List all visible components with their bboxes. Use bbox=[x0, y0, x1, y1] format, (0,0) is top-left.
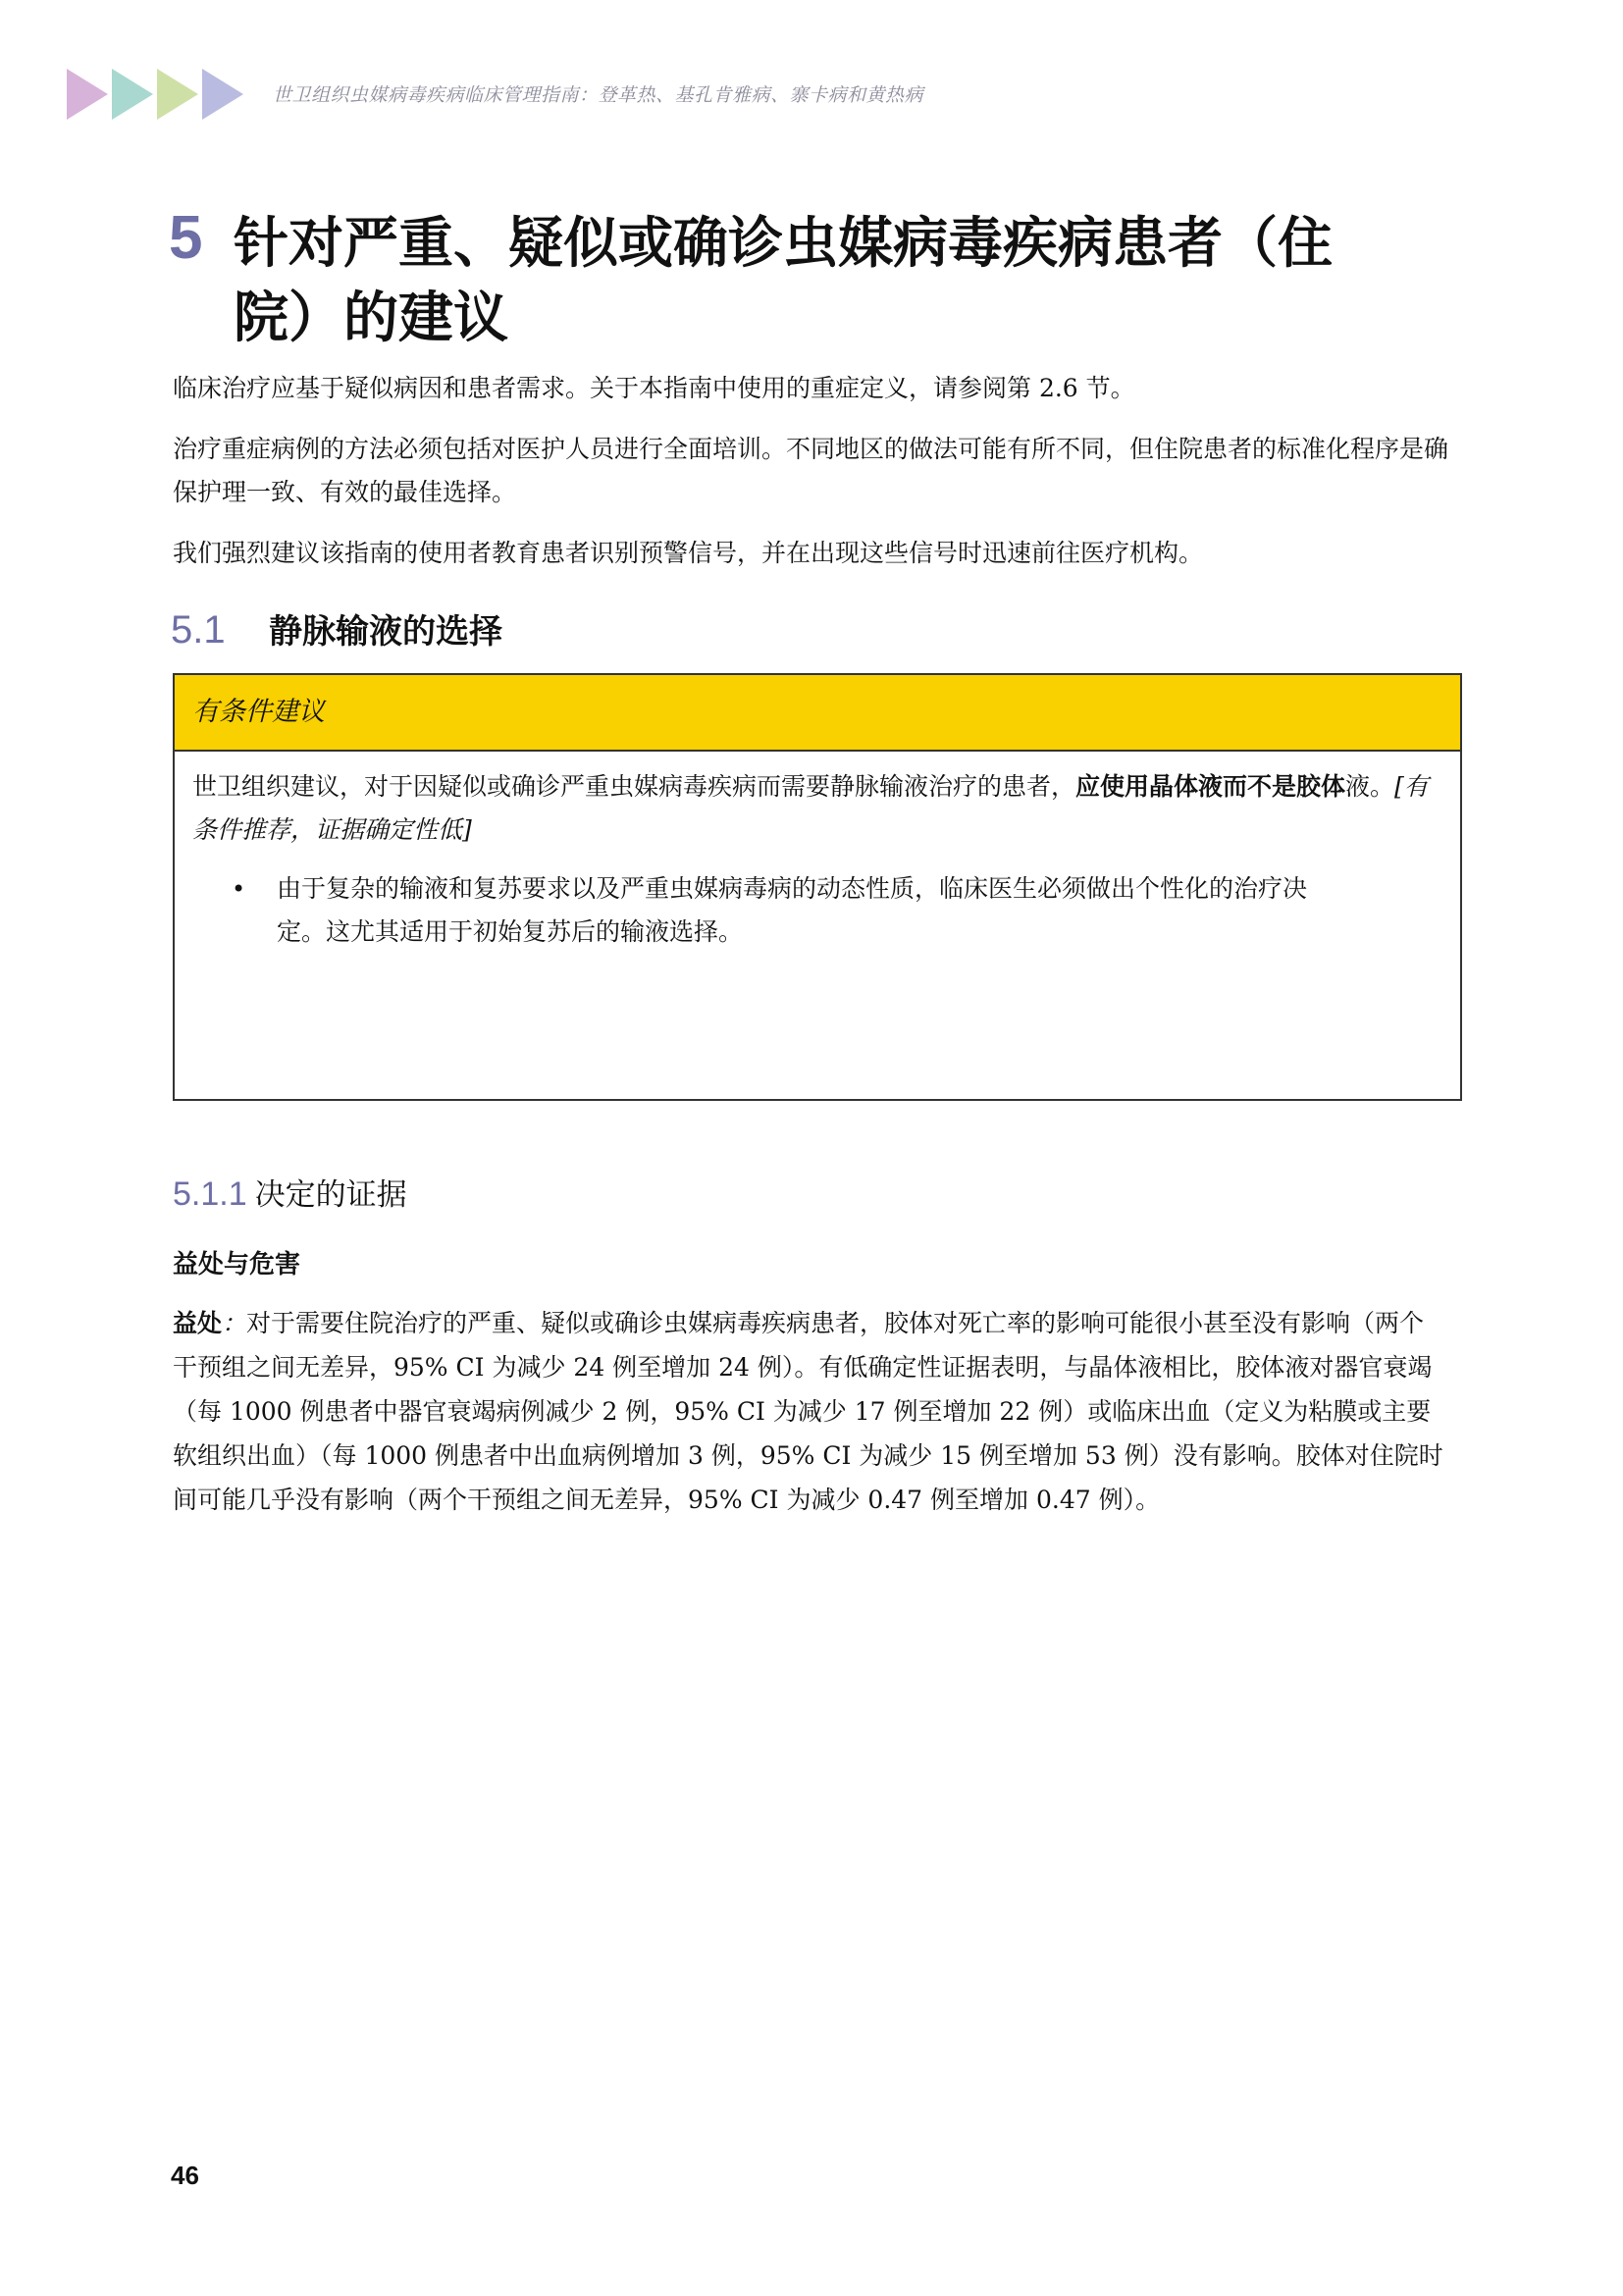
recommendation-header: 有条件建议 bbox=[175, 675, 1460, 752]
recommendation-text-start: 世卫组织建议，对于因疑似或确诊严重虫媒病毒疾病而需要静脉输液治疗的患者， bbox=[192, 772, 1076, 801]
chapter-heading bbox=[169, 206, 1444, 355]
page-number: 46 bbox=[171, 2161, 199, 2190]
intro-paragraph-3: 我们强烈建议该指南的使用者教育患者识别预警信号，并在出现这些信号时迅速前往医疗机构。 bbox=[173, 539, 1204, 567]
recommendation-body bbox=[175, 752, 1460, 954]
benefits-label: 益处 bbox=[173, 1309, 223, 1337]
benefits-paragraph bbox=[173, 1301, 1448, 1522]
section-number: 5.1 bbox=[171, 608, 226, 652]
subsection-number: 5.1.1 bbox=[173, 1175, 247, 1213]
recommendation-box bbox=[173, 673, 1462, 1101]
header-decoration bbox=[67, 67, 247, 122]
running-title: 世卫组织虫媒病毒疾病临床管理指南：登革热、基孔肯雅病、寨卡病和黄热病 bbox=[273, 84, 924, 106]
header-triangle-1 bbox=[67, 69, 108, 120]
header-triangle-2 bbox=[112, 69, 153, 120]
header-triangle-3 bbox=[157, 69, 198, 120]
recommendation-text-bold: 应使用晶体液而不是胶体 bbox=[1075, 772, 1346, 801]
recommendation-statement bbox=[192, 765, 1440, 852]
benefits-text: 对于需要住院治疗的严重、疑似或确诊虫媒病毒疾病患者，胶体对死亡率的影响可能很小甚至没有影响（两个干预组之间无差异，95% CI 为减少 24 例至增加 24 例）。有低确定性证据表明，与晶体液相比，胶体液对器官衰竭（每 1000 例患者中器官衰竭病例减少 2 例，95% CI 为减少 17 例至增加 22 例）或临床出血（定义为粘膜或主要软组织出血）（每 1000 例患者中出血病例增加 3 例，95% CI 为减少 15 例至增加 53 例）没有影响。胶体对住院时间可能几乎没有影响（两个干预组之间无差异，95% CI 为减少 0.47 例至增加 0.47 例）。 bbox=[173, 1309, 1443, 1514]
header-triangle-4 bbox=[202, 69, 243, 120]
section-title: 静脉输液的选择 bbox=[269, 612, 502, 652]
intro-paragraph-2: 治疗重症病例的方法必须包括对医护人员进行全面培训。不同地区的做法可能有所不同，但住院患者的标准化程序是确保护理一致、有效的最佳选择。 bbox=[173, 435, 1449, 506]
recommendation-text-end: 液。 bbox=[1345, 772, 1395, 801]
chapter-number: 5 bbox=[169, 204, 203, 272]
subsection-heading bbox=[173, 1170, 407, 1214]
subsection-title: 决定的证据 bbox=[254, 1177, 407, 1213]
recommendation-bullet bbox=[192, 867, 1389, 954]
recommendation-qualifier: [有条件推荐，证据确定性低] bbox=[192, 772, 1429, 844]
chapter-title: 针对严重、疑似或确诊虫媒病毒疾病患者（住院）的建议 bbox=[234, 211, 1333, 350]
benefits-heading: 益处与危害 bbox=[173, 1250, 301, 1279]
bullet-text: 由于复杂的输液和复苏要求以及严重虫媒病毒病的动态性质，临床医生必须做出个性化的治疗决定。这尤其适用于初始复苏后的输液选择。 bbox=[277, 874, 1308, 946]
bullet-icon: • bbox=[232, 875, 246, 903]
benefits-colon: ： bbox=[222, 1309, 247, 1337]
intro-paragraph-1: 临床治疗应基于疑似病因和患者需求。关于本指南中使用的重症定义，请参阅第 2.6 节。 bbox=[173, 374, 1135, 402]
section-heading bbox=[171, 604, 502, 652]
